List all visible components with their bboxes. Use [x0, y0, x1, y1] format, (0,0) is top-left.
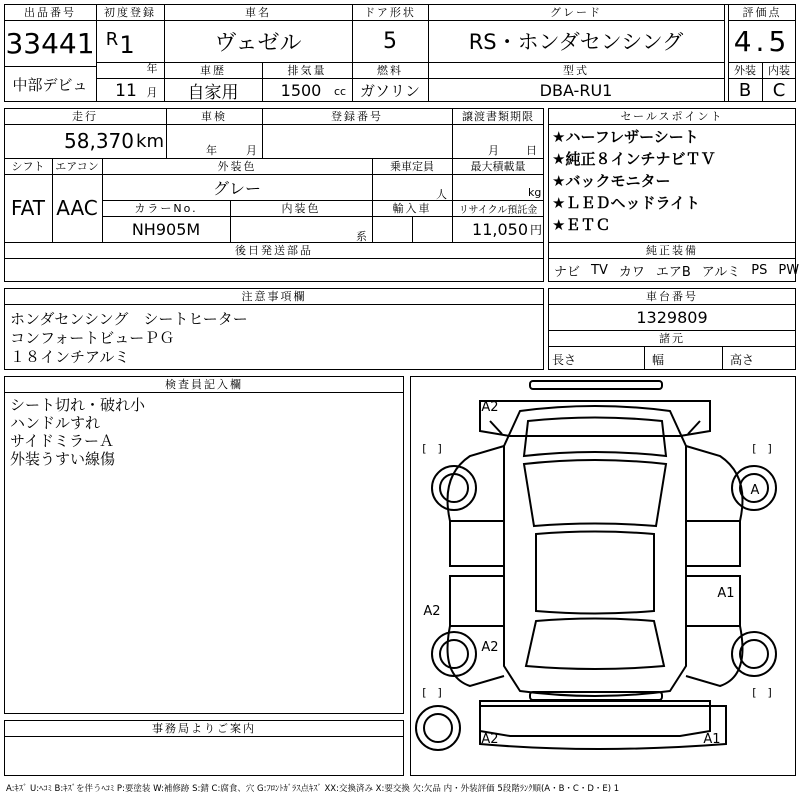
- max-load-unit: kg: [528, 186, 542, 199]
- era: R: [105, 28, 119, 50]
- venue: 中部デビュ: [12, 75, 88, 94]
- displacement-label: 排気量: [287, 64, 327, 77]
- car-diagram: [410, 376, 796, 776]
- model-label: 型式: [563, 64, 589, 77]
- legend: A:ｷｽﾞ U:ﾍｺﾐ B:ｷｽﾞを伴うﾍｺﾐ P:要塗装 W:補修跡 S:錆 C:腐食、穴 G:ﾌﾛﾝﾄｶﾞﾗｽ点ｷｽﾞ XX:交換済み X:要交換 欠:欠品 内・外装評価 5段階ﾗﾝｸ順(A・B・C・D・E) 1: [6, 784, 620, 794]
- interior-grade-label: 内装: [768, 64, 790, 77]
- inspection-year-unit: 年: [206, 144, 217, 157]
- month-unit: 月: [146, 86, 158, 99]
- mileage-label: 走行: [72, 110, 98, 123]
- equipment-item: アルミ: [701, 264, 741, 280]
- sales-point-4: ★ＬＥＤヘッドライト: [552, 194, 700, 212]
- damage-mark-rear-right: A1: [703, 731, 721, 747]
- sales-point-3: ★バックモニター: [552, 172, 671, 190]
- car-name: ヴェゼル: [214, 30, 302, 56]
- capacity-label: 乗車定員: [390, 160, 434, 173]
- inspector-label: 検査員記入欄: [165, 378, 243, 391]
- inspector-line-3: サイドミラーＡ: [10, 432, 114, 450]
- recycle: 11,050: [472, 219, 528, 239]
- color-no: NH905M: [131, 219, 201, 239]
- lot-no-label: 出品番号: [24, 6, 76, 19]
- equipment-item: TV: [591, 262, 608, 278]
- first-reg-year: 1: [119, 31, 135, 59]
- equipment-item: エアB: [655, 264, 691, 280]
- interior-grade: C: [772, 79, 786, 101]
- equipment-item: ナビ: [554, 264, 581, 280]
- diagram-bracket-left-rear: [ ]: [422, 686, 442, 699]
- sales-point-1: ★ハーフレザーシート: [552, 128, 699, 146]
- diagram-bracket-right-rear: [ ]: [752, 686, 772, 699]
- transfer-day-unit: 日: [526, 144, 537, 157]
- sales-point-2: ★純正８インチナビＴＶ: [552, 150, 716, 168]
- transfer-month-unit: 月: [488, 144, 499, 157]
- yen-unit: 円: [529, 222, 542, 237]
- model: DBA-RU1: [539, 80, 613, 100]
- equipment-item: カワ: [618, 264, 645, 280]
- aircon-label: エアコン: [55, 160, 99, 173]
- shift: FAT: [10, 196, 45, 220]
- max-load-label: 最大積載量: [470, 160, 526, 173]
- exterior-color-label: 外装色: [217, 160, 257, 173]
- equipment-label: 純正装備: [646, 244, 698, 257]
- interior-color-unit: 系: [356, 230, 367, 243]
- score-label: 評価点: [742, 6, 782, 19]
- aircon: AAC: [56, 196, 98, 220]
- first-reg-month: 11: [115, 81, 137, 101]
- width-label: 幅: [652, 352, 665, 367]
- fuel: ガソリン: [359, 81, 420, 100]
- lot-no: 33441: [5, 26, 95, 60]
- year-unit: 年: [146, 62, 158, 75]
- notes-line-3: １８インチアルミ: [10, 348, 130, 366]
- chassis-no: 1329809: [636, 307, 708, 327]
- history: 自家用: [187, 82, 239, 102]
- equipment-item: PW: [778, 262, 800, 278]
- damage-mark-right-rear-panel: A1: [717, 585, 735, 601]
- diagram-bracket-right-front: [ ]: [752, 442, 772, 455]
- damage-mark-left-rear-wheel: A2: [481, 639, 499, 655]
- sales-point-5: ★ＥＴＣ: [552, 216, 611, 234]
- shift-label: シフト: [11, 160, 45, 173]
- damage-mark-left-rear-panel: A2: [423, 603, 441, 619]
- displacement-unit: cc: [333, 84, 347, 98]
- sales-points-label: セールスポイント: [620, 110, 724, 123]
- color-no-label: カラーNo.: [134, 202, 198, 215]
- notes-line-1: ホンダセンシング シートヒーター: [10, 310, 248, 328]
- reg-no-label: 登録番号: [331, 110, 383, 123]
- exterior-grade: B: [738, 79, 752, 101]
- inspection-month-unit: 月: [246, 144, 257, 157]
- doors-label: ドア形状: [364, 6, 416, 19]
- damage-mark-front-right-wheel: A: [750, 482, 760, 498]
- car-name-label: 車名: [245, 6, 271, 19]
- inspector-line-4: 外装うすい線傷: [10, 450, 116, 468]
- first-reg-label: 初度登録: [104, 6, 156, 19]
- inspector-line-1: シート切れ・破れ小: [10, 396, 146, 414]
- inspection-label: 車検: [201, 110, 227, 123]
- history-label: 車歴: [200, 64, 226, 77]
- mileage: 58,370: [64, 129, 134, 153]
- fuel-label: 燃料: [377, 64, 403, 77]
- score: 4.5: [733, 24, 791, 58]
- equipment-item: PS: [751, 262, 768, 278]
- mileage-unit: km: [136, 130, 164, 152]
- grade-label: グレード: [550, 6, 602, 19]
- recycle-label: リサイクル預託金: [458, 204, 538, 216]
- notes-line-2: コンフォートビューＰＧ: [10, 329, 175, 347]
- inspector-line-2: ハンドルすれ: [10, 414, 101, 432]
- later-parts-label: 後日発送部品: [235, 244, 313, 257]
- displacement: 1500: [280, 80, 322, 100]
- transfer-label: 譲渡書類期限: [462, 110, 534, 123]
- dims-label: 諸元: [659, 332, 685, 345]
- equipment-list: [554, 260, 800, 280]
- length-label: 長さ: [552, 352, 577, 367]
- height-label: 高さ: [730, 352, 755, 367]
- chassis-label: 車台番号: [646, 290, 698, 303]
- exterior-color: グレー: [212, 178, 261, 198]
- capacity-unit: 人: [436, 188, 447, 201]
- office-label: 事務局よりご案内: [152, 722, 256, 735]
- interior-color-label: 内装色: [281, 202, 321, 215]
- doors: 5: [383, 28, 397, 54]
- grade: RS・ホンダセンシング: [468, 30, 684, 54]
- import-label: 輸入車: [392, 202, 432, 215]
- damage-mark-rear-left: A2: [481, 731, 499, 747]
- exterior-grade-label: 外装: [734, 64, 756, 77]
- diagram-bracket-left-front: [ ]: [422, 442, 442, 455]
- damage-mark-front-left: A2: [481, 399, 499, 415]
- notes-label: 注意事項欄: [241, 290, 307, 303]
